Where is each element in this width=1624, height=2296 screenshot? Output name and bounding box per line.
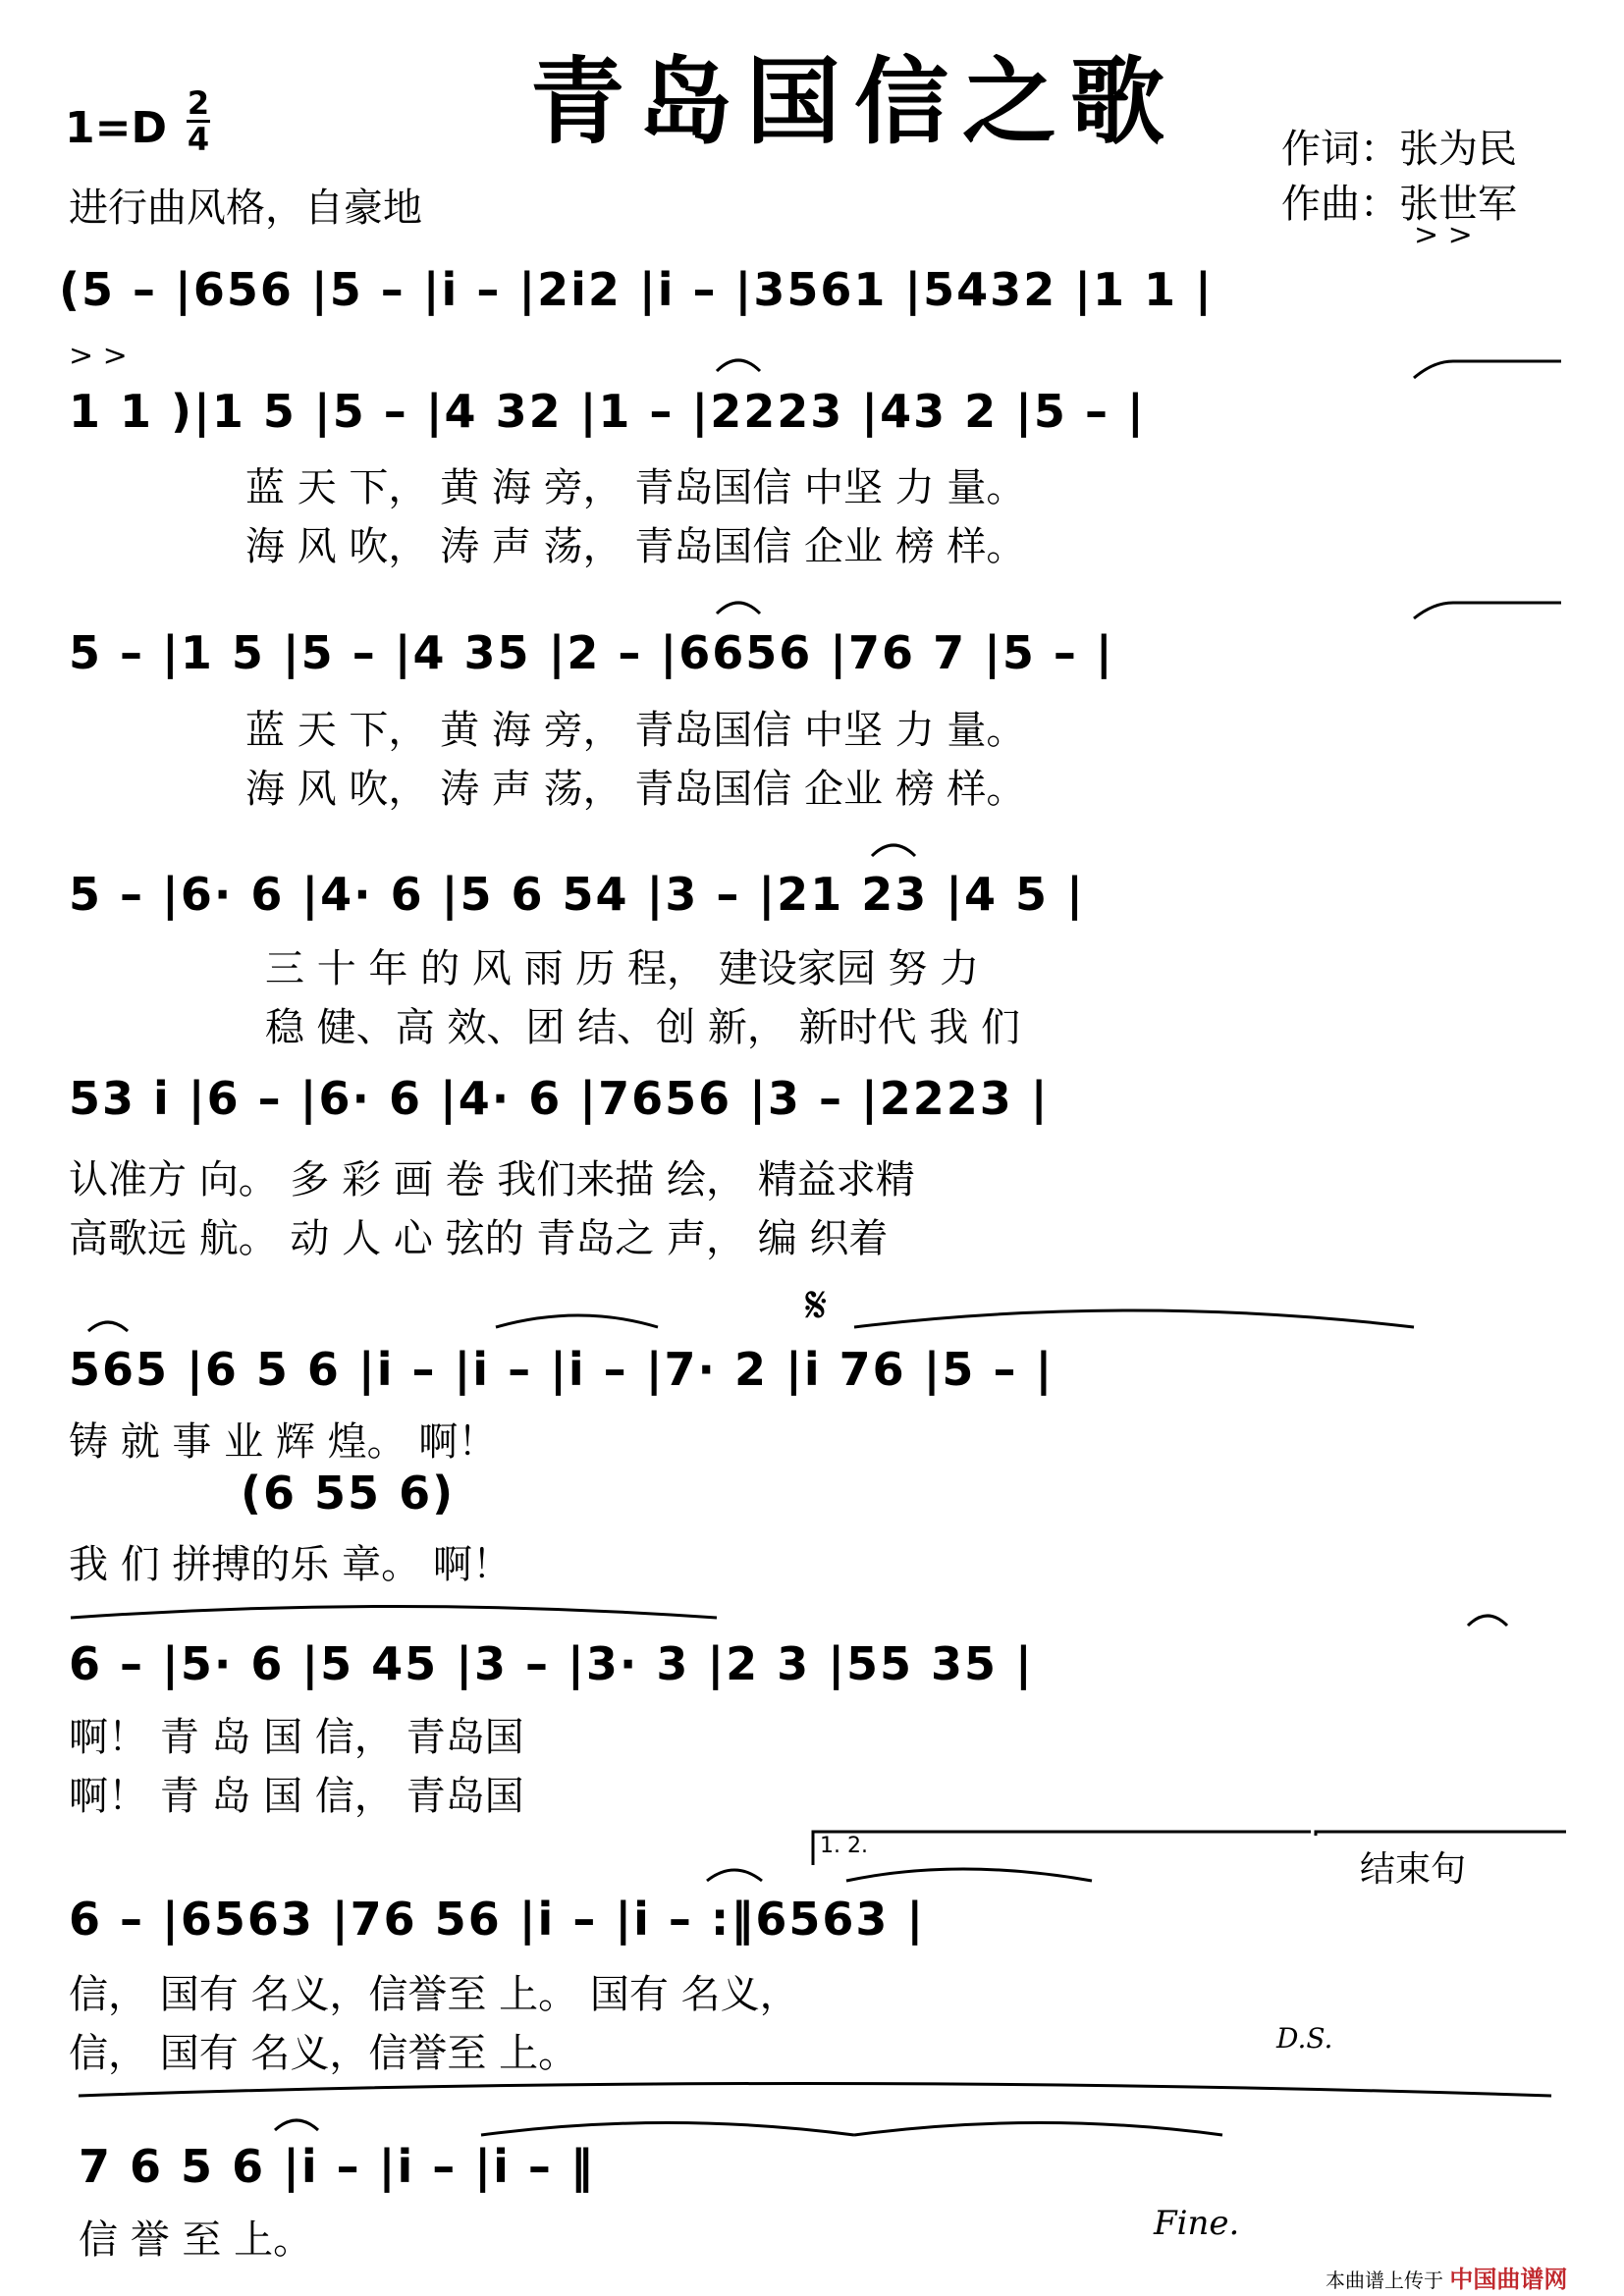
segno-sign: 𝄋 <box>805 1276 828 1335</box>
lyric-row-9: 信 誉 至 上。 <box>79 2217 313 2263</box>
lyric-row-3-verse-2: 海 风 吹， 涛 声 荡， 青岛国信 企业 榜 样。 <box>245 767 1026 812</box>
slur-row8-56 <box>707 1870 762 1881</box>
time-signature-bottom: 4 <box>187 121 210 158</box>
lyric-row-4-verse-1: 三 十 年 的 风 雨 历 程， 建设家园 努 力 <box>265 946 980 991</box>
tie-row7-a <box>71 1607 717 1619</box>
tie-row3-end <box>1414 603 1561 618</box>
accent-marks-row2: > > <box>69 339 128 373</box>
notation-row-6: 565 |6 5 6 |i – |i – |i – |7· 2 |i 76 |5 – | <box>69 1343 1055 1396</box>
lyric-row-8-verse-1: 信， 国有 名义，信誉至 上。 国有 名义， <box>69 1972 799 2017</box>
footer-site-logo[interactable]: 中国曲谱网 <box>1449 2266 1568 2293</box>
volta-bracket <box>813 1832 1311 1865</box>
footer-prefix: 本曲谱上传于 <box>1326 2269 1443 2292</box>
tempo-note: 进行曲风格，自豪地 <box>69 186 422 231</box>
lyric-row-6-verse-1: 铸 就 事 业 辉 煌。 啊！ <box>69 1419 498 1465</box>
lyric-row-8-verse-2: 信， 国有 名义，信誉至 上。 <box>69 2031 578 2076</box>
fine-marking: Fine. <box>1154 2204 1240 2243</box>
alt-notation: (6 55 6) <box>241 1467 456 1520</box>
tie-row9-a <box>481 2123 854 2136</box>
tie-row8-a <box>846 1869 1092 1881</box>
lyric-row-5-verse-2: 高歌远 航。 动 人 心 弦的 青岛之 声， 编 织着 <box>69 1216 889 1261</box>
slur-row3-35 <box>717 603 760 614</box>
notation-row-2: 1 1 )|1 5 |5 – |4 32 |1 – |2223 |43 2 |5 – | <box>69 385 1146 438</box>
ending-bracket <box>1316 1832 1566 1836</box>
tie-row2-end <box>1414 361 1561 378</box>
lyric-row-6-verse-2: 我 们 拼搏的乐 章。 啊！ <box>69 1542 512 1587</box>
slur-row9-56 <box>275 2120 318 2130</box>
lyric-row-5-verse-1: 认准方 向。 多 彩 画 卷 我们来描 绘， 精益求精 <box>69 1157 915 1202</box>
ending-label: 结束句 <box>1360 1849 1467 1890</box>
lyric-row-2-verse-2: 海 风 吹， 涛 声 荡， 青岛国信 企业 榜 样。 <box>245 524 1026 569</box>
lyricist: 作词：张为民 <box>1281 127 1517 172</box>
time-signature-top: 2 <box>187 84 210 122</box>
key-signature: 1=D <box>65 103 168 153</box>
tie-row6-b <box>854 1310 1414 1327</box>
notation-row-5: 53 i |6 – |6· 6 |4· 6 |7656 |3 – |2223 | <box>69 1072 1050 1125</box>
notation-row-7: 6 – |5· 6 |5 45 |3 – |3· 3 |2 3 |55 35 | <box>69 1637 1034 1690</box>
slur-row4-54 <box>872 845 915 856</box>
footer <box>1326 2260 1567 2294</box>
slur-row6-56 <box>88 1322 128 1331</box>
tie-row6-a <box>496 1315 658 1327</box>
lyric-row-2-verse-1: 蓝 天 下， 黄 海 旁， 青岛国信 中坚 力 量。 <box>245 465 1026 510</box>
notation-row-3: 5 – |1 5 |5 – |4 35 |2 – |6656 |76 7 |5 – | <box>69 626 1114 679</box>
composer: 作曲：张世军 <box>1281 182 1517 227</box>
lyric-row-7-verse-2: 啊！ 青 岛 国 信， 青岛国 <box>69 1774 524 1819</box>
lyric-row-3-verse-1: 蓝 天 下， 黄 海 旁， 青岛国信 中坚 力 量。 <box>245 708 1026 753</box>
notation-row-8: 6 – |6563 |76 56 |i – |i – :‖6563 | <box>69 1893 926 1946</box>
tie-row9-long <box>79 2084 1551 2097</box>
notation-row-1: (5 – |656 |5 – |i – |2i2 |i – |3561 |5432 |1 1 | <box>59 263 1214 316</box>
notation-row-4: 5 – |6· 6 |4· 6 |5 6 54 |3 – |21 23 |4 5 | <box>69 868 1085 921</box>
slur-row7-35 <box>1468 1616 1507 1626</box>
tie-row9-b <box>854 2123 1222 2136</box>
notation-row-9: 7 6 5 6 |i – |i – |i – ‖ <box>79 2140 595 2193</box>
song-title: 青岛国信之歌 <box>530 46 1178 157</box>
volta-label: 1. 2. <box>820 1834 868 1858</box>
accent-marks-top: > > <box>1414 218 1473 252</box>
ds-marking: D.S. <box>1276 2022 1333 2055</box>
slur-row2-32 <box>717 360 760 371</box>
lyric-row-4-verse-2: 稳 健、高 效、团 结、创 新， 新时代 我 们 <box>265 1005 1021 1050</box>
lyric-row-7-verse-1: 啊！ 青 岛 国 信， 青岛国 <box>69 1715 524 1760</box>
